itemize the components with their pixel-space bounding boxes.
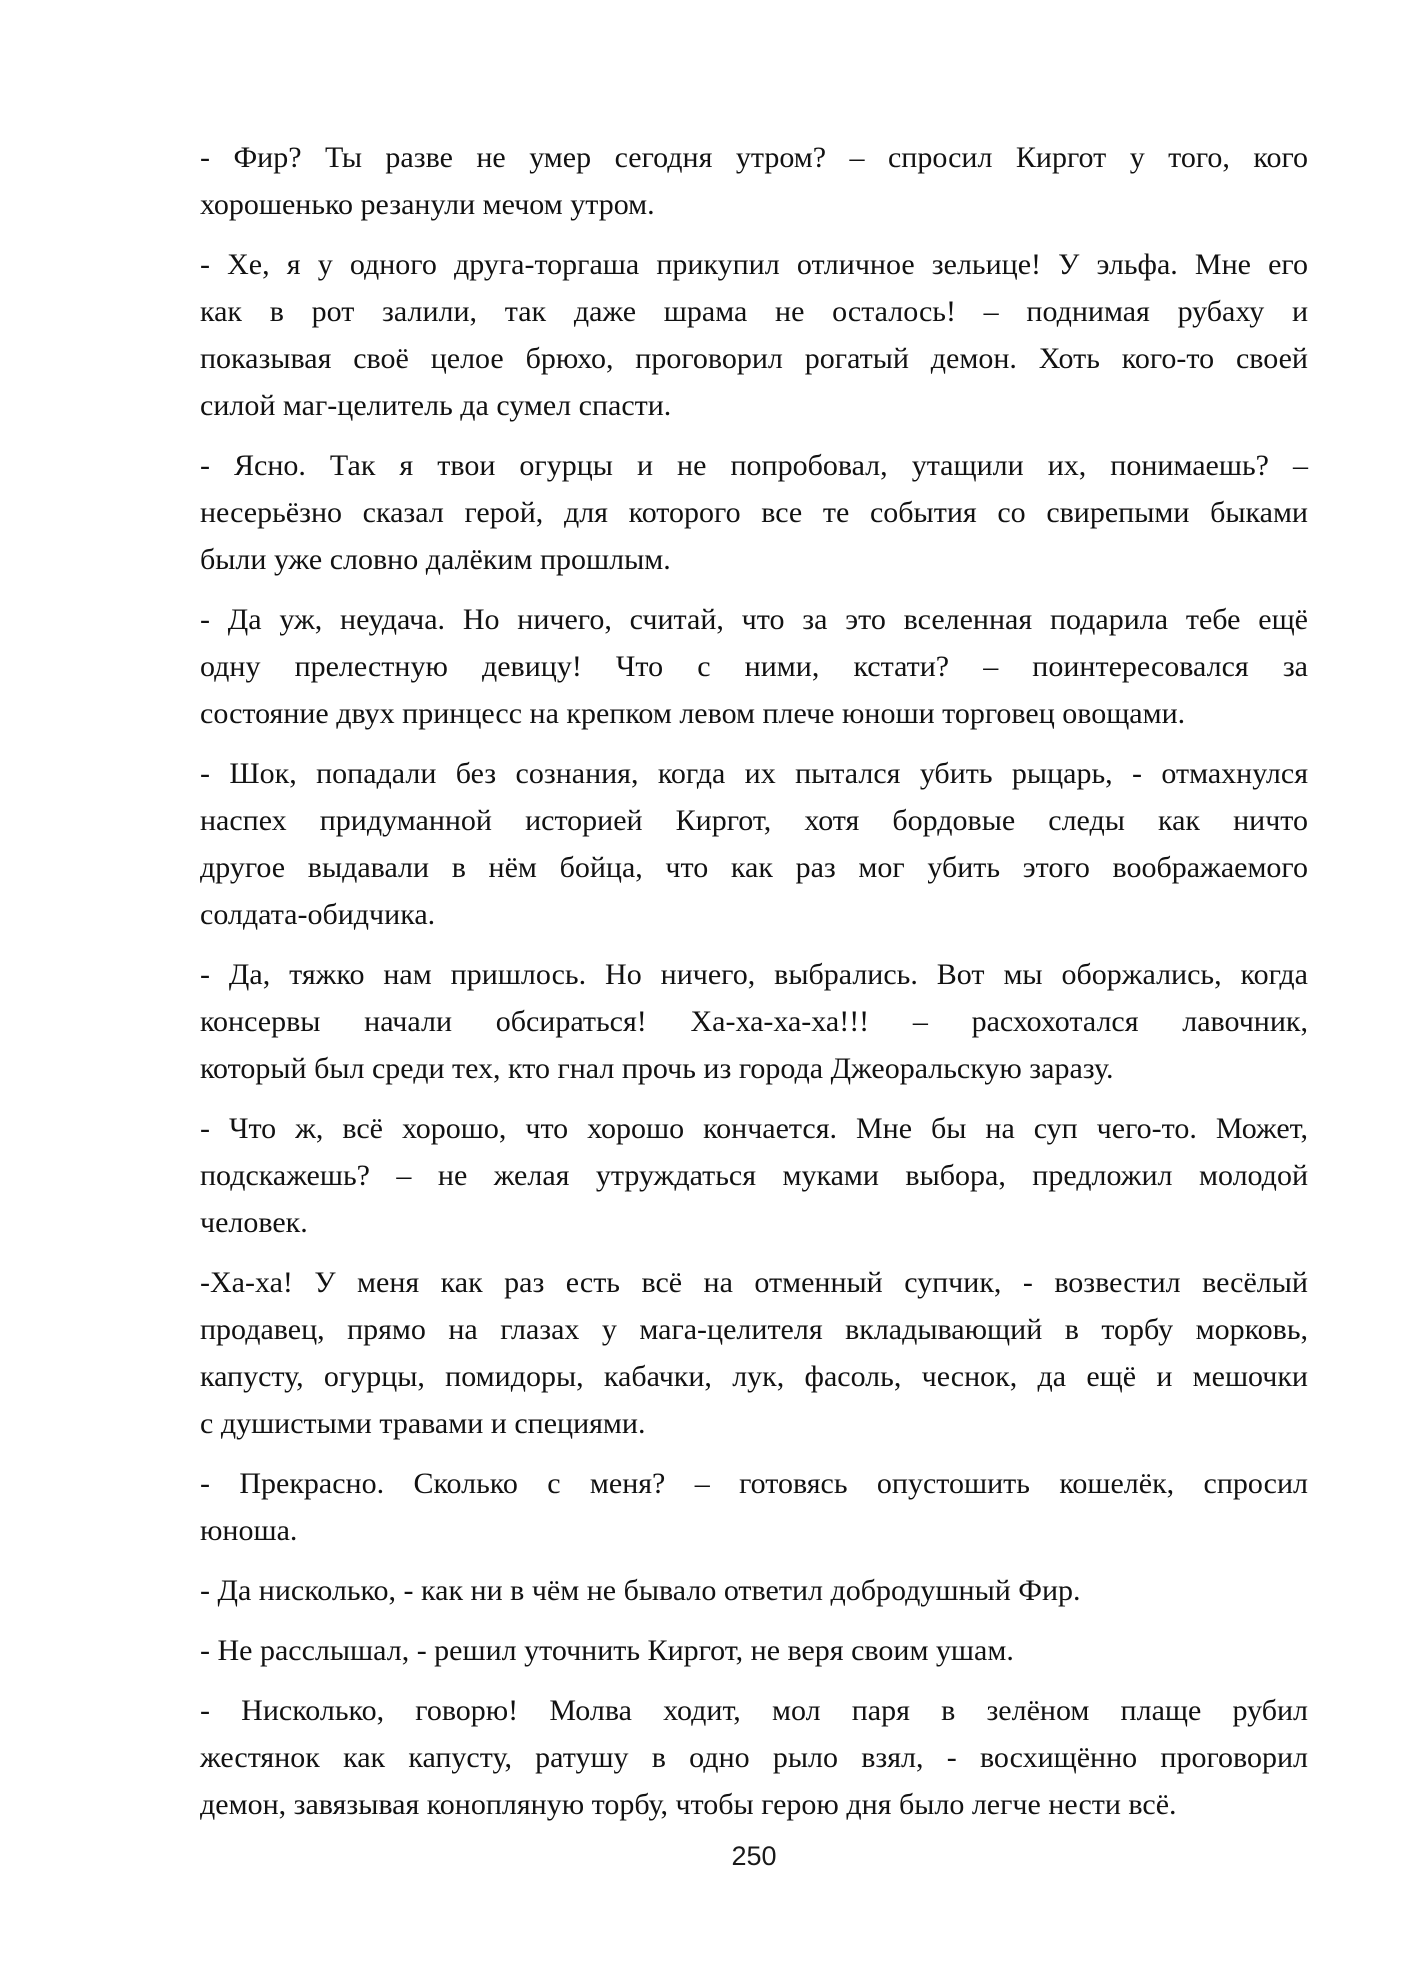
text-line: - Фир? Ты разве не умер сегодня утром? – спросил Киргот у того, кого [200, 141, 1308, 174]
text-line: подскажешь? – не желая утруждаться муками выбора, предложил молодой [200, 1159, 1308, 1192]
paragraph [200, 134, 1308, 228]
paragraph [200, 442, 1308, 583]
text-line: который был среди тех, кто гнал прочь из города Джеоральскую заразу. [200, 1052, 1114, 1085]
text-line: демон, завязывая конопляную торбу, чтобы герою дня было легче нести всё. [200, 1788, 1177, 1821]
text-line: несерьёзно сказал герой, для которого все те события со свирепыми быками [200, 496, 1308, 529]
paragraph [200, 1567, 1308, 1614]
text-line: как в рот залили, так даже шрама не осталось! – поднимая рубаху и [200, 295, 1308, 328]
text-line: - Шок, попадали без сознания, когда их пытался убить рыцарь, - отмахнулся [200, 757, 1308, 790]
text-line: хорошенько резанули мечом утром. [200, 188, 655, 221]
text-line: показывая своё целое брюхо, проговорил рогатый демон. Хоть кого-то своей [200, 342, 1308, 375]
paragraph [200, 1627, 1308, 1674]
text-line: -Ха-ха! У меня как раз есть всё на отменный супчик, - возвестил весёлый [200, 1266, 1308, 1299]
text-line: человек. [200, 1206, 308, 1239]
text-line: - Хе, я у одного друга-торгаша прикупил отличное зельице! У эльфа. Мне его [200, 248, 1308, 281]
paragraph [200, 1105, 1308, 1246]
text-line: - Да нисколько, - как ни в чём не бывало ответил добродушный Фир. [200, 1574, 1081, 1607]
text-line: с душистыми травами и специями. [200, 1407, 646, 1440]
page-number: 250 [731, 1841, 777, 1871]
text-line: - Нисколько, говорю! Молва ходит, мол паря в зелёном плаще рубил [200, 1694, 1308, 1727]
text-line: - Да уж, неудача. Но ничего, считай, что за это вселенная подарила тебе ещё [200, 603, 1308, 636]
paragraph [200, 951, 1308, 1092]
page-text [200, 134, 1308, 1828]
text-line: - Ясно. Так я твои огурцы и не попробовал, утащили их, понимаешь? – [200, 449, 1308, 482]
paragraph [200, 1687, 1308, 1828]
text-line: консервы начали обсираться! Ха-ха-ха-ха!!! – расхохотался лавочник, [200, 1005, 1308, 1038]
paragraph [200, 1460, 1308, 1554]
paragraph [200, 241, 1308, 429]
text-line: наспех придуманной историей Киргот, хотя бордовые следы как ничто [200, 804, 1308, 837]
text-line: - Да, тяжко нам пришлось. Но ничего, выбрались. Вот мы оборжались, когда [200, 958, 1308, 991]
text-line: - Что ж, всё хорошо, что хорошо кончается. Мне бы на суп чего-то. Может, [200, 1112, 1308, 1145]
text-line: продавец, прямо на глазах у мага-целителя вкладывающий в торбу морковь, [200, 1313, 1308, 1346]
text-line: - Не расслышал, - решил уточнить Киргот, не веря своим ушам. [200, 1634, 1014, 1667]
text-line: состояние двух принцесс на крепком левом плече юноши торговец овощами. [200, 697, 1186, 730]
text-line: одну прелестную девицу! Что с ними, кстати? – поинтересовался за [200, 650, 1308, 683]
paragraph [200, 750, 1308, 938]
text-line: силой маг-целитель да сумел спасти. [200, 389, 672, 422]
text-line: - Прекрасно. Сколько с меня? – готовясь опустошить кошелёк, спросил [200, 1467, 1308, 1500]
text-line: солдата-обидчика. [200, 898, 436, 931]
text-line: жестянок как капусту, ратушу в одно рыло взял, - восхищённо проговорил [200, 1741, 1308, 1774]
text-line: юноша. [200, 1514, 298, 1547]
text-line: другое выдавали в нём бойца, что как раз мог убить этого воображаемого [200, 851, 1308, 884]
paragraph [200, 1259, 1308, 1447]
paragraph [200, 596, 1308, 737]
text-line: были уже словно далёким прошлым. [200, 543, 671, 576]
text-line: капусту, огурцы, помидоры, кабачки, лук, фасоль, чеснок, да ещё и мешочки [200, 1360, 1308, 1393]
